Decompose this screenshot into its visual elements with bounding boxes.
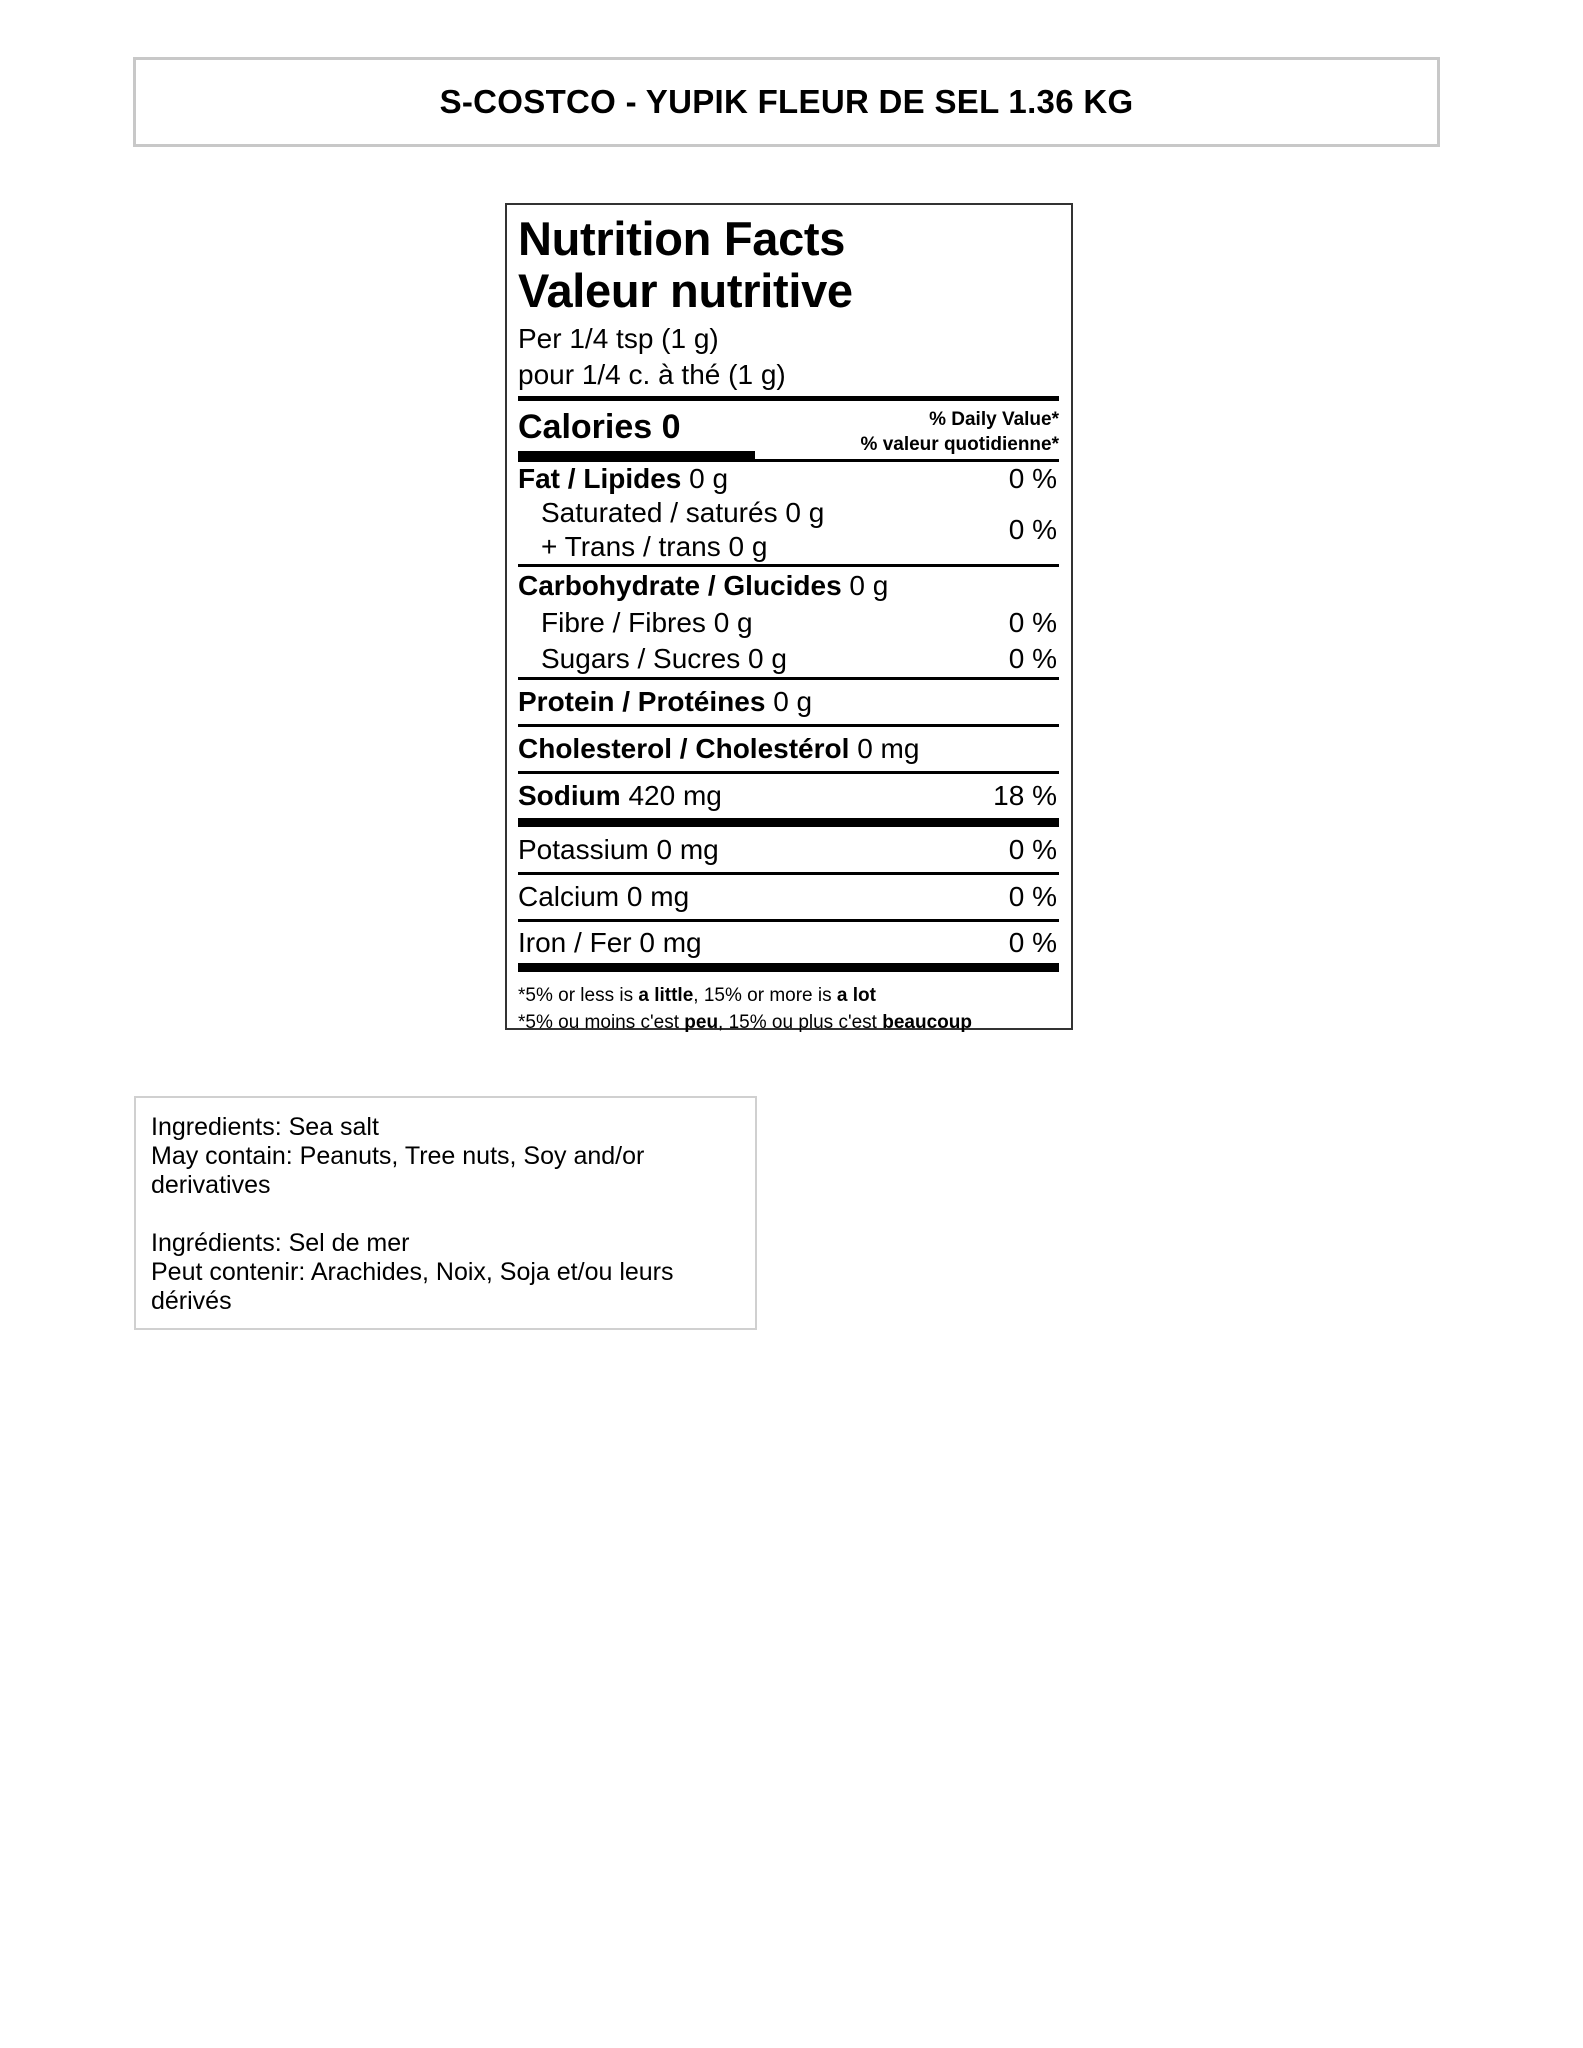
protein-row — [518, 680, 1059, 724]
fibre-text: Fibre / Fibres 0 g — [541, 607, 753, 638]
iron-text: Iron / Fer 0 mg — [518, 926, 702, 958]
sugars-dv: 0 % — [1008, 643, 1057, 674]
fat-dv: 0 % — [1008, 463, 1057, 494]
may-contain-en-cont: derivatives — [151, 1171, 271, 1199]
calcium-text: Calcium 0 mg — [518, 881, 690, 912]
sodium-label: Sodium — [518, 780, 621, 811]
ingredients-en: Ingredients: Sea salt — [151, 1113, 379, 1141]
product-title: S-COSTCO - YUPIK FLEUR DE SEL 1.36 KG — [439, 83, 1134, 120]
calories-bar — [518, 451, 755, 459]
calories-row — [518, 401, 1059, 459]
footnote-bold: peu — [684, 1012, 719, 1033]
cholesterol-row — [518, 727, 1059, 771]
divider-thick — [518, 963, 1059, 972]
footnote-text: *5% or less is — [518, 985, 639, 1006]
sugars-text: Sugars / Sucres 0 g — [541, 643, 787, 674]
footnote-bold: a little — [638, 985, 694, 1006]
cholesterol-label: Cholesterol / Cholestérol — [518, 733, 850, 764]
fibre-dv: 0 % — [1008, 607, 1057, 638]
protein-label: Protein / Protéines — [518, 686, 766, 717]
fat-label: Fat / Lipides — [518, 463, 682, 494]
serving-size-en: Per 1/4 tsp (1 g) — [518, 323, 719, 354]
potassium-row — [518, 827, 1059, 872]
may-contain-fr: Peut contenir: Arachides, Noix, Soja et/ou leurs — [151, 1258, 674, 1286]
sodium-text — [518, 780, 722, 812]
potassium-dv: 0 % — [1008, 833, 1057, 865]
nutrition-title-en: Nutrition Facts — [518, 212, 846, 265]
protein-amount: 0 g — [773, 686, 813, 717]
sat-trans-labels — [518, 496, 824, 564]
carb-row — [518, 567, 1059, 605]
cholesterol-amount: 0 mg — [857, 733, 920, 764]
fat-text — [518, 463, 728, 495]
sat-trans-row — [518, 496, 1059, 564]
ingredients-fr: Ingrédients: Sel de mer — [151, 1229, 410, 1257]
protein-text — [518, 686, 812, 718]
sat-trans-dv: 0 % — [1008, 514, 1057, 545]
fibre-row — [518, 605, 1059, 641]
may-contain-en: May contain: Peanuts, Tree nuts, Soy and/or — [151, 1142, 645, 1170]
iron-row — [518, 922, 1059, 963]
potassium-text: Potassium 0 mg — [518, 833, 719, 865]
daily-value-header — [861, 401, 1059, 457]
trans-text: + Trans / trans 0 g — [541, 531, 768, 562]
carb-amount: 0 g — [849, 570, 889, 601]
footnote-fr — [518, 1009, 1059, 1036]
may-contain-fr-cont: dérivés — [151, 1287, 232, 1315]
fat-amount: 0 g — [689, 463, 729, 494]
calcium-row — [518, 875, 1059, 919]
footnote-en — [518, 982, 1059, 1009]
footnote-text: , 15% or more is — [693, 985, 837, 1006]
divider-thick — [518, 818, 1059, 827]
sodium-row — [518, 774, 1059, 818]
spacer — [151, 1200, 740, 1229]
footnote-bold: a lot — [836, 985, 876, 1006]
daily-value-fr: % valeur quotidienne* — [860, 434, 1059, 455]
calories-label: Calories 0 — [518, 408, 681, 446]
sodium-amount: 420 mg — [628, 780, 722, 811]
nutrition-facts-table — [505, 203, 1073, 1033]
calcium-dv: 0 % — [1008, 881, 1057, 912]
footnote-bold: beaucoup — [882, 1012, 972, 1033]
carb-label: Carbohydrate / Glucides — [518, 570, 842, 601]
footnote — [518, 972, 1059, 1036]
product-title-box — [133, 57, 1440, 147]
serving-size-fr: pour 1/4 c. à thé (1 g) — [518, 359, 786, 390]
saturated-text: Saturated / saturés 0 g — [541, 497, 825, 528]
nutrition-title-fr: Valeur nutritive — [518, 264, 853, 317]
sugars-row — [518, 641, 1059, 677]
iron-dv: 0 % — [1008, 926, 1057, 958]
cholesterol-text — [518, 733, 919, 765]
carb-text — [518, 570, 888, 602]
footnote-text: *5% ou moins c'est — [518, 1012, 685, 1033]
daily-value-en: % Daily Value* — [929, 409, 1059, 430]
footnote-text: , 15% ou plus c'est — [718, 1012, 883, 1033]
ingredients-box — [134, 1096, 757, 1330]
sodium-dv: 18 % — [993, 780, 1057, 811]
fat-row — [518, 462, 1059, 496]
